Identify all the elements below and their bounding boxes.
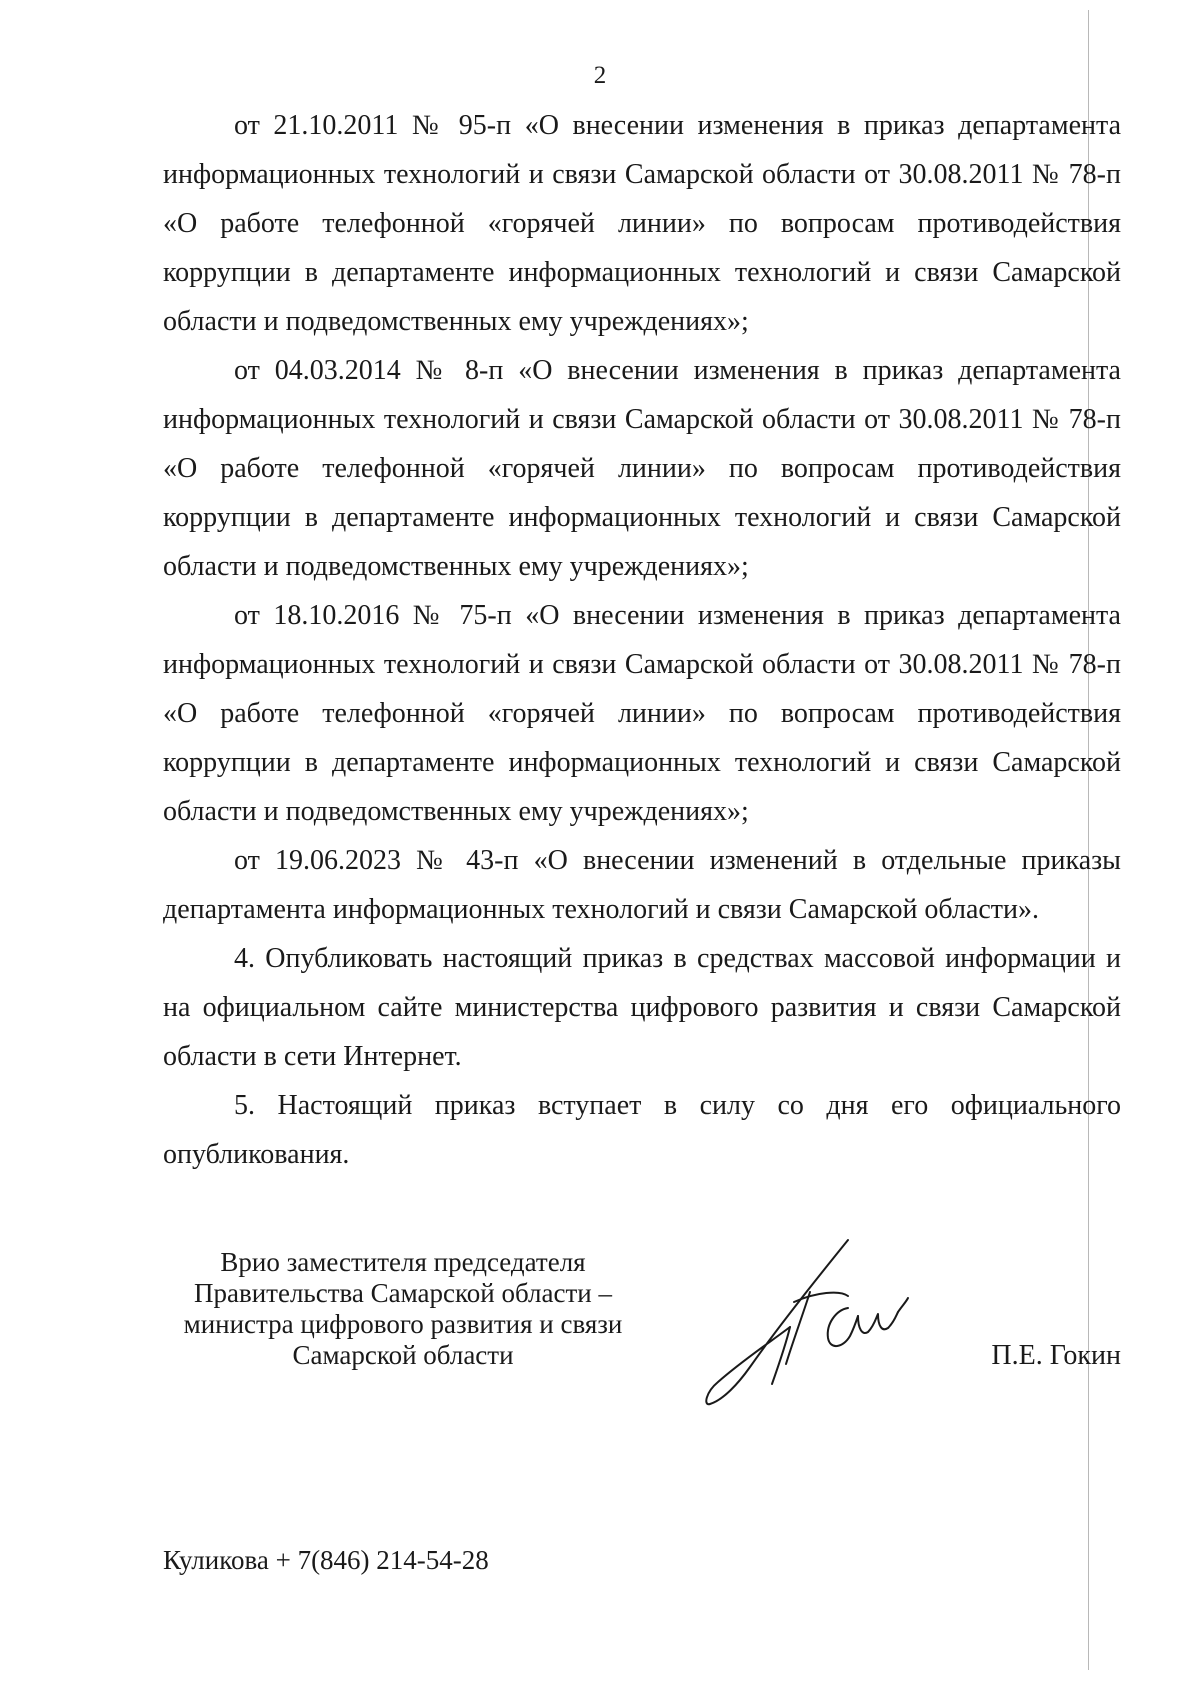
signer-title-line: Самарской области (292, 1340, 514, 1370)
signer-title-line: министра цифрового развития и связи (183, 1309, 623, 1339)
page-number: 2 (593, 62, 607, 89)
paragraph-order-2014: от 04.03.2014 № 8-п «О внесении изменения в приказ департамента информационных технологий и связи Самарской области от 30.08.2011 № 78-п «О работе телефонной «горячей линии» по вопросам противодействия коррупции в департаменте информационных технологий и связи Самарской области и подведомственных ему учреждениях»; (163, 355, 1121, 582)
signer-name: П.Е. Гокин (991, 1340, 1121, 1371)
paragraph-item-5-effective: 5. Настоящий приказ вступает в силу со дня его официального опубликования. (163, 1090, 1121, 1170)
signature-block (163, 1247, 1121, 1417)
paragraph-order-2011: от 21.10.2011 № 95-п «О внесении изменения в приказ департамента информационных технологий и связи Самарской области от 30.08.2011 № 78-п «О работе телефонной «горячей линии» по вопросам противодействия коррупции в департаменте информационных технологий и связи Самарской области и подведомственных ему учреждениях»; (163, 110, 1121, 337)
paragraph-order-2023: от 19.06.2023 № 43-п «О внесении изменений в отдельные приказы департамента информационных технологий и связи Самарской области». (163, 845, 1121, 925)
paragraph-order-2016: от 18.10.2016 № 75-п «О внесении изменения в приказ департамента информационных технологий и связи Самарской области от 30.08.2011 № 78-п «О работе телефонной «горячей линии» по вопросам противодействия коррупции в департаменте информационных технологий и связи Самарской области и подведомственных ему учреждениях»; (163, 600, 1121, 827)
handwritten-signature (698, 1232, 913, 1412)
signer-title-line: Врио заместителя председателя (220, 1247, 586, 1277)
paragraph-item-4-publish: 4. Опубликовать настоящий приказ в средствах массовой информации и на официальном сайте министерства цифрового развития и связи Самарской области в сети Интернет. (163, 943, 1121, 1072)
signer-title-line: Правительства Самарской области – (194, 1278, 612, 1308)
document-body (163, 101, 1121, 1179)
contact-line: Куликова + 7(846) 214-54-28 (163, 1545, 489, 1575)
signer-title (163, 1247, 643, 1371)
